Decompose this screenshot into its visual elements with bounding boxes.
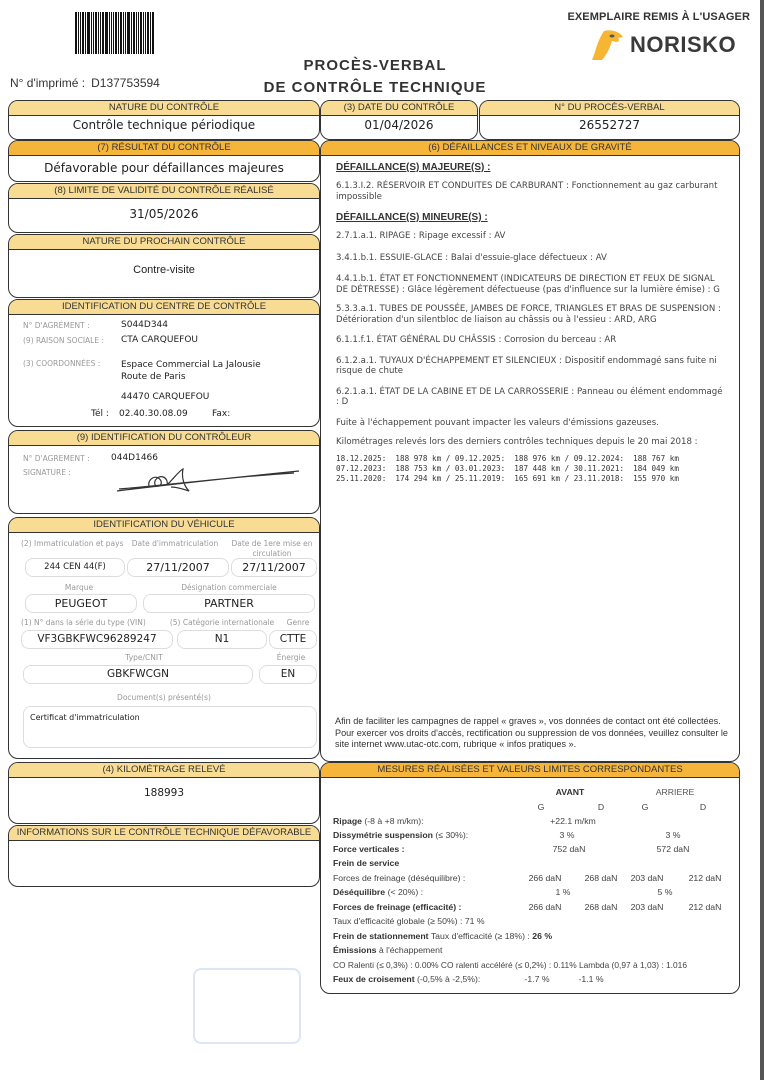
defaillances-header: (6) DÉFAILLANCES ET NIVEAUX DE GRAVITÉ: [321, 141, 739, 156]
centre-city: 44470 CARQUEFOU: [121, 392, 210, 402]
stationnement-row: [333, 929, 552, 943]
emissions-note: Fuite à l'échappement pouvant impacter les valeurs d'émissions gazeuses.: [336, 417, 659, 428]
mineure-item: 4.4.1.b.1. ÉTAT ET FONCTIONNEMENT (INDICATEURS DE DIRECTION ET FEUX DE SIGNAL DE DÉTRESSE) : Glâce légèrement défectueuse (pas d'influence sur la lumière émise) : G: [336, 274, 720, 295]
force-verticale-row: [333, 842, 404, 856]
designation-label: Désignation commerciale: [181, 583, 277, 592]
barcode-bar: [85, 12, 86, 54]
barcode-bar: [109, 12, 110, 54]
centre-raison-label: (9) RAISON SOCIALE :: [23, 336, 104, 345]
desequilibre-row: [333, 885, 423, 899]
barcode-bar: [95, 12, 97, 54]
freinage-deseq-value: 212 daN: [688, 873, 722, 883]
centre-address2: Route de Paris: [121, 372, 186, 382]
force-verticale-arriere: 572 daN: [656, 844, 690, 854]
centre-address1: Espace Commercial La Jalousie: [121, 360, 261, 370]
barcode-bar: [91, 12, 92, 54]
eagle-icon: [590, 29, 626, 61]
controleur-box: [8, 430, 320, 514]
ripage-limit: (-8 à +8 m/km):: [364, 816, 424, 826]
feux-d: -1.1 %: [578, 974, 604, 984]
feux-limit: (-0,5% à -2,5%):: [417, 974, 481, 984]
date-immat-label: Date d'immatriculation: [131, 539, 219, 548]
freinage-deseq-value: 266 daN: [528, 873, 562, 883]
co-line: CO Ralenti (≤ 0,3%) : 0.00% CO ralenti accéléré (≤ 0,2%) : 0.11% Lambda (0,97 à 1,03) : 1.016: [333, 960, 687, 970]
defaillances-content: [321, 156, 739, 484]
signature-label: SIGNATURE :: [23, 468, 71, 477]
genre-label: Genre: [286, 618, 310, 627]
frein-service-label: Frein de service: [333, 858, 400, 868]
infos-defavorable-header: INFORMATIONS SUR LE CONTRÔLE TECHNIQUE DÉFAVORABLE: [9, 826, 319, 841]
barcode-bar: [100, 12, 101, 54]
freinage-eff-value: 212 daN: [688, 902, 722, 912]
defaillances-box: [320, 140, 740, 762]
barcode-bar: [138, 12, 139, 54]
barcode-bar: [113, 12, 114, 54]
stationnement-text: Taux d'efficacité (≥ 18%) :: [430, 931, 530, 941]
barcode-bar: [111, 12, 112, 54]
mineures-title: DÉFAILLANCE(S) MINEURE(S) :: [336, 212, 488, 223]
brand-name: NORISKO: [630, 32, 737, 57]
barcode-bar: [120, 12, 122, 54]
docs-box: [23, 706, 317, 748]
stamp-area: [193, 968, 301, 1044]
limite-validite-header: (8) LIMITE DE VALIDITÉ DU CONTRÔLE RÉALISÉ: [9, 184, 319, 199]
centre-box: [8, 299, 320, 427]
barcode-bar: [133, 12, 135, 54]
stationnement-label: Frein de stationnement: [333, 931, 429, 941]
arriere-header: ARRIERE: [655, 787, 695, 797]
taux-global: Taux d'efficacité globale (≥ 50%) : 71 %: [333, 916, 485, 926]
barcode-bar: [125, 12, 126, 54]
date-immat-value: 27/11/2007: [127, 558, 229, 577]
centre-agrement-label: N° D'AGRÉMENT :: [23, 321, 90, 330]
desequilibre-label: Déséquilibre: [333, 887, 386, 897]
feux-label: Feux de croisement: [333, 974, 415, 984]
categorie-value: N1: [177, 630, 267, 649]
nature-controle-box: [8, 100, 320, 140]
freinage-deseq-row: [333, 871, 465, 885]
majeure-item: 6.1.3.I.2. RÉSERVOIR ET CONDUITES DE CARBURANT : Fonctionnement au gaz carburant impossible: [336, 181, 718, 202]
immat-label: (2) Immatriculation et pays: [21, 539, 124, 548]
resultat-box: [8, 140, 320, 182]
resultat-value: Défavorable pour défaillances majeures: [44, 161, 284, 175]
categorie-label: (5) Catégorie internationale: [169, 618, 275, 627]
dissymetrie-arriere: 3 %: [665, 830, 681, 840]
date-controle-box: [320, 100, 478, 140]
vin-label: (1) N° dans la série du type (VIN): [21, 618, 146, 627]
arriere-g-header: G: [641, 802, 649, 812]
limite-validite-value: 31/05/2026: [129, 207, 199, 221]
barcode-bar: [93, 12, 94, 54]
arriere-d-header: D: [699, 802, 707, 812]
dissymetrie-label: Dissymétrie suspension: [333, 830, 433, 840]
km-history-row: 07.12.2023: 188 753 km / 03.01.2023: 187 448 km / 30.11.2021: 184 049 km: [336, 463, 679, 473]
desequilibre-avant: 1 %: [555, 887, 571, 897]
avant-g-header: G: [537, 802, 545, 812]
freinage-deseq-value: 268 daN: [584, 873, 618, 883]
km-history-row: 25.11.2020: 174 294 km / 25.11.2019: 165 691 km / 23.11.2018: 155 970 km: [336, 473, 679, 483]
immat-value: 244 CEN 44(F): [25, 558, 125, 577]
centre-fax-label: Fax:: [212, 409, 231, 419]
dissymetrie-row: [333, 828, 468, 842]
ripage-row: [333, 814, 424, 828]
barcode-bar: [82, 12, 84, 54]
type-value: GBKFWCGN: [23, 665, 253, 684]
km-history-title: Kilométrages relevés lors des derniers contrôles techniques depuis le 20 mai 2018 :: [336, 437, 698, 447]
pv-number-value: 26552727: [578, 118, 641, 132]
docs-label: Document(s) présenté(s): [117, 693, 211, 702]
barcode-bar: [98, 12, 99, 54]
imprime-label: N° d'imprimé :: [10, 76, 86, 90]
marque-label: Marque: [64, 583, 94, 592]
kilometrage-value: 188993: [143, 787, 185, 799]
freinage-eff-value: 268 daN: [584, 902, 618, 912]
barcode-bar: [123, 12, 124, 54]
avant-header: AVANT: [555, 787, 585, 797]
dissymetrie-limit: (≤ 30%):: [435, 830, 469, 840]
privacy-notice: Afin de faciliter les campagnes de rappel « graves », vos données de contact ont été collectées. Pour exercer vos droits d'accès, rectification ou suppression de vos données, veuillez consulter le site internet www.utac-otc.com, rubrique « infos pratiques ».: [335, 716, 728, 749]
mesures-box: [320, 762, 740, 994]
signature-image: [109, 461, 309, 501]
mineure-item: 2.7.1.a.1. RIPAGE : Ripage excessif : AV: [336, 231, 506, 241]
barcode-bar: [105, 12, 108, 54]
barcode-bar: [136, 12, 137, 54]
barcode-bar: [102, 12, 104, 54]
resultat-header: (7) RÉSULTAT DU CONTRÔLE: [9, 141, 319, 156]
pv-number-box: [479, 100, 740, 140]
freinage-eff-value: 203 daN: [630, 902, 664, 912]
barcode-bar: [87, 12, 90, 54]
nature-controle-header: NATURE DU CONTRÔLE: [9, 101, 319, 116]
barcode-bar: [140, 12, 142, 54]
designation-value: PARTNER: [143, 594, 315, 613]
feux-g: -1.7 %: [524, 974, 550, 984]
controleur-agrement-label: N° D'AGREMENT :: [23, 454, 90, 463]
km-history-row: 18.12.2025: 188 978 km / 09.12.2025: 188 976 km / 09.12.2024: 188 767 km: [336, 453, 679, 463]
prochain-controle-header: NATURE DU PROCHAIN CONTRÔLE: [9, 235, 319, 250]
nature-controle-value: Contrôle technique périodique: [72, 118, 256, 132]
prochain-controle-box: [8, 234, 320, 298]
barcode-bar: [127, 12, 130, 54]
emissions-row: [333, 943, 442, 957]
imprime-number: [10, 76, 160, 90]
emissions-text: à l'échappement: [378, 945, 443, 955]
mineure-item: 6.2.1.a.1. ÉTAT DE LA CABINE ET DE LA CARROSSERIE : Panneau ou élément endommagé : D: [336, 386, 723, 407]
km-history-table: [336, 454, 725, 484]
barcode-bar: [115, 12, 117, 54]
barcode-bar: [152, 12, 154, 54]
freinage-eff-value: 266 daN: [528, 902, 562, 912]
controleur-agrement-value: 044D1466: [111, 453, 159, 463]
barcode-bar: [118, 12, 119, 54]
date-circ-value: 27/11/2007: [231, 558, 317, 577]
freinage-deseq-value: 203 daN: [630, 873, 664, 883]
date-controle-value: 01/04/2026: [364, 118, 434, 132]
centre-raison-value: CTA CARQUEFOU: [121, 335, 199, 345]
limite-validite-box: [8, 183, 320, 233]
freinage-eff-label: Forces de freinage (efficacité) :: [333, 902, 462, 912]
force-verticale-label: Force verticales :: [333, 844, 405, 854]
kilometrage-box: [8, 762, 320, 824]
stationnement-value: 26 %: [532, 931, 553, 941]
energie-label: Énergie: [276, 653, 306, 662]
date-controle-header: (3) DATE DU CONTRÔLE: [321, 101, 477, 116]
barcode-bar: [147, 12, 149, 54]
ripage-label: Ripage: [333, 816, 362, 826]
centre-tel-value: 02.40.30.08.09: [119, 409, 188, 419]
mineure-item: 3.4.1.b.1. ESSUIE-GLACE : Balai d'essuie-glace défectueux : AV: [336, 252, 607, 263]
barcode-bar: [75, 12, 77, 54]
frein-service-row: [333, 856, 399, 870]
centre-agrement-value: S044D344: [121, 320, 168, 330]
date-circ-label: Date de 1ere mise en circulation: [231, 539, 313, 558]
centre-coord-label: (3) COORDONNÉES :: [23, 359, 101, 368]
barcode-bar: [143, 12, 144, 54]
avant-d-header: D: [597, 802, 605, 812]
barcode-bar: [78, 12, 79, 54]
vehicule-box: [8, 517, 320, 759]
doc-title-line1: PROCÈS-VERBAL: [303, 57, 447, 74]
mineure-item: 5.3.3.a.1. TUBES DE POUSSÉE, JAMBES DE FORCE, TRIANGLES ET BRAS DE SUSPENSION : Détérioration d'un silentbloc de liaison au châssis ou à l'essieu : ARD, ARG: [336, 304, 721, 325]
scan-edge: [760, 0, 764, 1080]
type-label: Type/CNIT: [125, 653, 163, 662]
kilometrage-header: (4) KILOMÉTRAGE RELEVÉ: [9, 763, 319, 778]
vin-value: VF3GBKFWC96289247: [21, 630, 173, 649]
dissymetrie-avant: 3 %: [559, 830, 575, 840]
mineure-item: 6.1.2.a.1. TUYAUX D'ÉCHAPPEMENT ET SILENCIEUX : Dispositif endommagé sans fuite ni risque de chute: [336, 355, 717, 376]
prochain-controle-value: Contre-visite: [133, 264, 195, 276]
force-verticale-avant: 752 daN: [552, 844, 586, 854]
vehicule-header: IDENTIFICATION DU VÉHICULE: [9, 518, 319, 533]
doc-title-line2: DE CONTRÔLE TECHNIQUE: [263, 79, 487, 96]
mesures-header: MESURES RÉALISÉES ET VALEURS LIMITES CORRESPONDANTES: [321, 763, 739, 778]
imprime-value: D137753594: [91, 76, 160, 90]
copy-label: EXEMPLAIRE REMIS À L'USAGER: [567, 11, 750, 23]
centre-tel-label: Tél :: [91, 409, 109, 419]
freinage-eff-row: [333, 900, 461, 914]
barcode: [75, 12, 157, 54]
marque-value: PEUGEOT: [25, 594, 137, 613]
barcode-bar: [131, 12, 132, 54]
pv-number-header: N° DU PROCÈS-VERBAL: [480, 101, 739, 116]
emissions-label: Émissions: [333, 945, 377, 955]
feux-row: [333, 972, 480, 986]
norisko-logo: [590, 29, 736, 61]
mineure-item: 6.1.1.f.1. ÉTAT GÉNÉRAL DU CHÂSSIS : Corrosion du berceau : AR: [336, 335, 617, 345]
freinage-deseq-label: Forces de freinage (déséquilibre) :: [333, 873, 466, 883]
controleur-header: (9) IDENTIFICATION DU CONTRÔLEUR: [9, 431, 319, 446]
desequilibre-limit: (< 20%) :: [387, 887, 424, 897]
infos-defavorable-box: [8, 825, 320, 887]
docs-value: Certificat d'immatriculation: [30, 713, 140, 722]
desequilibre-arriere: 5 %: [657, 887, 673, 897]
majeures-title: DÉFAILLANCE(S) MAJEURE(S) :: [336, 162, 491, 173]
barcode-bar: [150, 12, 151, 54]
centre-header: IDENTIFICATION DU CENTRE DE CONTRÔLE: [9, 300, 319, 315]
genre-value: CTTE: [269, 630, 317, 649]
barcode-bar: [145, 12, 146, 54]
energie-value: EN: [259, 665, 317, 684]
ripage-value: +22.1 m/km: [550, 816, 596, 826]
barcode-bar: [80, 12, 81, 54]
